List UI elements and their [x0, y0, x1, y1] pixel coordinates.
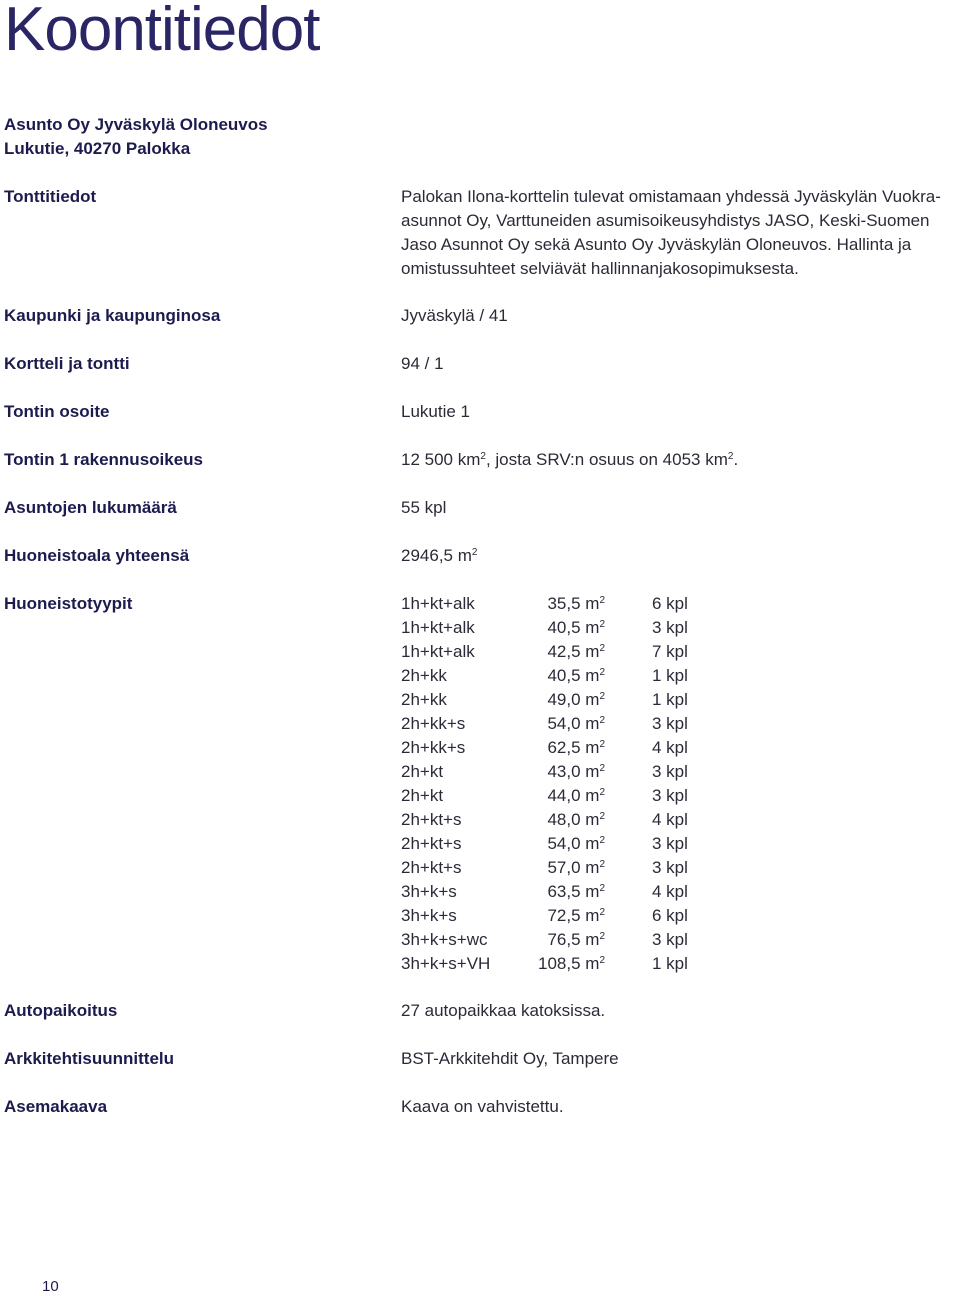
apartment-count: 3 kpl [652, 858, 688, 877]
apartment-area: 44,0 $m^2$ [547, 786, 605, 805]
project-address [4, 113, 268, 161]
apartment-count: 1 kpl [652, 954, 688, 973]
apartment-type: 3h+k+s [401, 906, 457, 925]
huoneistotyypit-table [401, 592, 701, 976]
apartment-area: 54,0 $m^2$ [547, 714, 605, 733]
apartment-type: 1h+kt+alk [401, 618, 475, 637]
table-row [401, 952, 701, 976]
table-row [401, 688, 701, 712]
value-tonttitiedot: Palokan Ilona-korttelin tulevat omistamaan yhdessä Jyväskylän Vuokra-asunnot Oy, Varttuneiden asumisoikeusyhdistys JASO, Keski-Suomen Jaso Asunnot Oy sekä Asunto Oy Jyväskylän Oloneuvos. Hallinta ja omistussuhteet selviävät hallinnanjakosopimuksesta. [401, 187, 941, 278]
table-row [401, 856, 701, 880]
table-row [401, 760, 701, 784]
apartment-type: 2h+kk+s [401, 738, 466, 757]
table-row [401, 712, 701, 736]
apartment-count: 4 kpl [652, 882, 688, 901]
apartment-area: 40,5 $m^2$ [547, 618, 605, 637]
apartment-area: 57,0 $m^2$ [547, 858, 605, 877]
table-row [401, 808, 701, 832]
apartment-type: 2h+kt [401, 786, 444, 805]
table-row [401, 736, 701, 760]
value-huoneistoala: 2946,5 $m^2$ [401, 546, 478, 565]
table-row [401, 640, 701, 664]
apartment-type: 2h+kk [401, 690, 447, 709]
apartment-type: 2h+kt+s [401, 810, 462, 829]
label-rakennusoikeus: Tontin 1 rakennusoikeus [4, 450, 204, 469]
table-row [401, 880, 701, 904]
apartment-count: 1 kpl [652, 666, 688, 685]
apartment-type: 3h+k+s+wc [401, 930, 488, 949]
apartment-count: 7 kpl [652, 642, 688, 661]
apartment-type: 2h+kt [401, 762, 444, 781]
page-number: 10 [42, 1278, 59, 1295]
apartment-type: 2h+kt+s [401, 858, 462, 877]
apartment-area: 35,5 $m^2$ [547, 594, 605, 613]
apartment-area: 54,0 $m^2$ [547, 834, 605, 853]
apartment-type: 2h+kk+s [401, 714, 466, 733]
table-row [401, 784, 701, 808]
label-huoneistoala: Huoneistoala yhteensä [4, 546, 190, 565]
label-tontin-osoite: Tontin osoite [4, 402, 110, 421]
label-kortteli: Kortteli ja tontti [4, 354, 130, 373]
value-tontin-osoite: Lukutie 1 [401, 402, 470, 421]
apartment-area: 42,5 $m^2$ [547, 642, 605, 661]
apartment-type: 3h+k+s+VH [401, 954, 491, 973]
apartment-type: 1h+kt+alk [401, 642, 475, 661]
apartment-area: 72,5 $m^2$ [547, 906, 605, 925]
label-huoneistotyypit: Huoneistotyypit [4, 594, 133, 613]
apartment-area: 108,5 $m^2$ [537, 954, 605, 973]
apartment-type: 3h+k+s [401, 882, 457, 901]
label-kaupunki: Kaupunki ja kaupunginosa [4, 306, 221, 325]
apartment-area: 49,0 $m^2$ [547, 690, 605, 709]
table-row [401, 928, 701, 952]
page-title: Koontitiedot [4, 0, 320, 64]
value-arkkitehti: BST-Arkkitehdit Oy, Tampere [401, 1049, 619, 1068]
apartment-count: 3 kpl [652, 618, 688, 637]
apartment-count: 1 kpl [652, 690, 688, 709]
apartment-count: 3 kpl [652, 714, 688, 733]
apartment-count: 3 kpl [652, 786, 688, 805]
apartment-area: 40,5 $m^2$ [547, 666, 605, 685]
label-asuntojen-lukumaara: Asuntojen lukumäärä [4, 498, 177, 517]
value-rakennusoikeus: 12 500 $km^2$, josta SRV:n osuus on 4053 $km^2$. [401, 450, 739, 469]
apartment-area: 43,0 $m^2$ [547, 762, 605, 781]
table-row [401, 664, 701, 688]
label-arkkitehti: Arkkitehtisuunnittelu [4, 1049, 175, 1068]
project-name: Asunto Oy Jyväskylä Oloneuvos [4, 115, 268, 134]
value-autopaikoitus: 27 autopaikkaa katoksissa. [401, 1001, 606, 1020]
apartment-area: 62,5 $m^2$ [547, 738, 605, 757]
apartment-count: 6 kpl [652, 906, 688, 925]
value-kaupunki: Jyväskylä / 41 [401, 306, 508, 325]
apartment-count: 3 kpl [652, 834, 688, 853]
value-kortteli: 94 / 1 [401, 354, 444, 373]
apartment-count: 3 kpl [652, 930, 688, 949]
label-autopaikoitus: Autopaikoitus [4, 1001, 118, 1020]
project-street: Lukutie, 40270 Palokka [4, 139, 191, 158]
table-row [401, 832, 701, 856]
apartment-area: 63,5 $m^2$ [547, 882, 605, 901]
label-asemakaava: Asemakaava [4, 1097, 108, 1116]
apartment-area: 48,0 $m^2$ [547, 810, 605, 829]
label-tonttitiedot: Tonttitiedot [4, 187, 97, 206]
apartment-count: 6 kpl [652, 594, 688, 613]
apartment-type: 2h+kt+s [401, 834, 462, 853]
table-row [401, 904, 701, 928]
value-asuntojen-lukumaara: 55 kpl [401, 498, 447, 517]
table-row [401, 616, 701, 640]
apartment-type: 1h+kt+alk [401, 594, 475, 613]
apartment-count: 3 kpl [652, 762, 688, 781]
apartment-type: 2h+kk [401, 666, 447, 685]
apartment-area: 76,5 $m^2$ [547, 930, 605, 949]
apartment-count: 4 kpl [652, 738, 688, 757]
table-row [401, 592, 701, 616]
value-asemakaava: Kaava on vahvistettu. [401, 1097, 564, 1116]
apartment-count: 4 kpl [652, 810, 688, 829]
